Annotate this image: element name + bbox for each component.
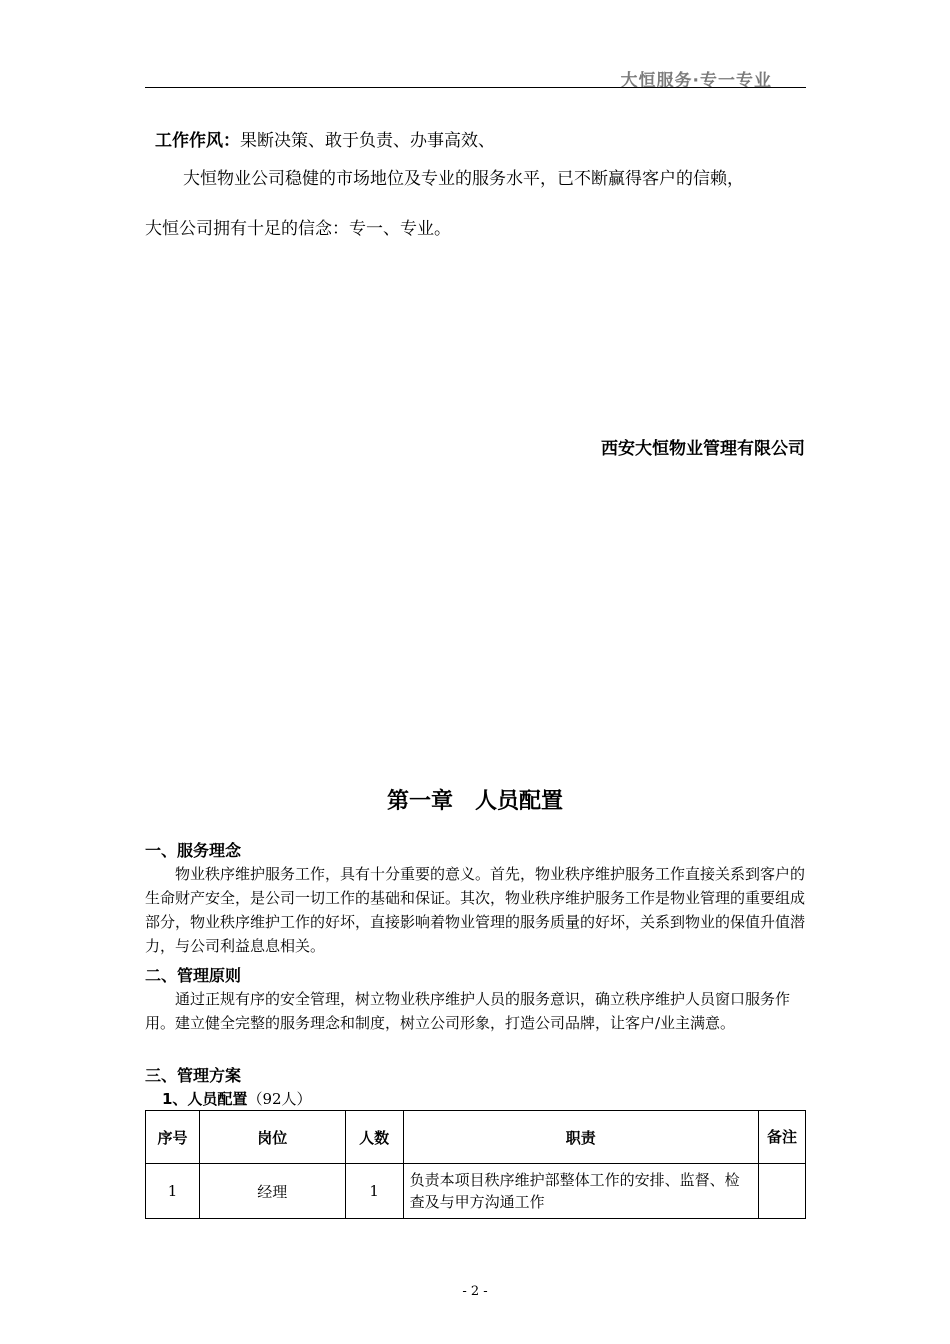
table-header-row (146, 1111, 806, 1164)
page-number: - 2 - (462, 1284, 488, 1299)
section-body-service-concept: 物业秩序维护服务工作，具有十分重要的意义。首先，物业秩序维护服务工作直接关系到客户的生命财产安全，是公司一切工作的基础和保证。其次，物业秩序维护服务工作是物业管理的重要组成部分，物业秩序维护工作的好坏，直接影响着物业管理的服务质量的好坏，关系到物业的保值升值潜力，与公司利益息息相关。 (145, 865, 806, 955)
staffing-subheading (162, 1088, 312, 1109)
section-heading-management-plan: 三、管理方案 (145, 1066, 242, 1085)
staffing-count: （92人） (247, 1090, 312, 1108)
column-header-duty: 职责 (403, 1111, 758, 1164)
column-header-note: 备注 (759, 1111, 806, 1164)
cell-post: 经理 (199, 1164, 345, 1219)
chapter-title: 第一章 人员配置 (386, 789, 563, 814)
cell-no: 1 (146, 1164, 200, 1219)
cell-num: 1 (345, 1164, 403, 1219)
section-heading-service-concept: 一、服务理念 (145, 841, 242, 860)
header-divider (145, 87, 806, 88)
column-header-num: 人数 (345, 1111, 403, 1164)
work-style-line (155, 126, 495, 151)
work-style-label: 工作作风： (155, 131, 240, 151)
intro-line-2: 大恒公司拥有十足的信念：专一、专业。 (145, 219, 451, 239)
section-body-management-principle: 通过正规有序的安全管理，树立物业秩序维护人员的服务意识，确立秩序维护人员窗口服务作用。建立健全完整的服务理念和制度，树立公司形象，打造公司品牌，让客户/业主满意。 (145, 990, 791, 1032)
column-header-no: 序号 (146, 1111, 200, 1164)
table-row (146, 1164, 806, 1219)
section-heading-management-principle: 二、管理原则 (145, 966, 242, 985)
intro-line-1: 大恒物业公司稳健的市场地位及专业的服务水平，已不断赢得客户的信赖， (183, 169, 744, 189)
cell-note (759, 1164, 806, 1219)
company-signature: 西安大恒物业管理有限公司 (601, 439, 805, 459)
work-style-text: 果断决策、敢于负责、办事高效、 (240, 131, 495, 151)
staffing-label: 1、人员配置 (162, 1090, 248, 1108)
staffing-table (145, 1110, 806, 1219)
cell-duty: 负责本项目秩序维护部整体工作的安排、监督、检查及与甲方沟通工作 (403, 1164, 758, 1219)
header-slogan: 大恒服务·专一专业 (620, 71, 772, 91)
column-header-post: 岗位 (199, 1111, 345, 1164)
